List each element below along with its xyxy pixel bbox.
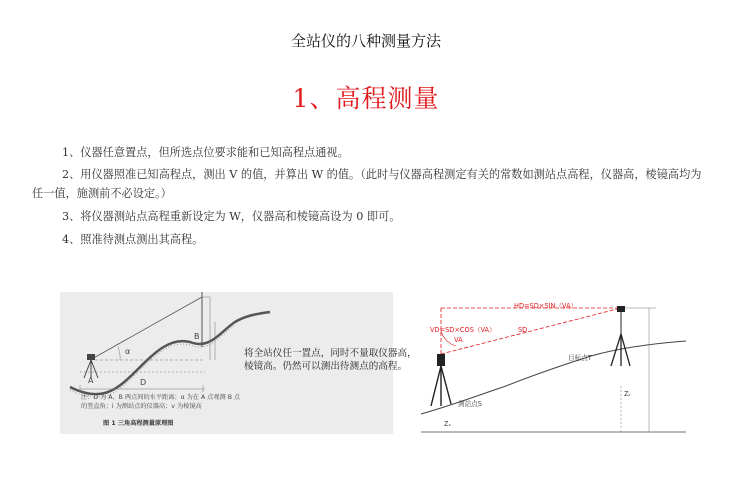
step-4: 4、照准待测点测出其高程。 — [62, 233, 204, 246]
line-of-sight — [90, 297, 202, 360]
point-b-label: B — [194, 332, 200, 341]
station-tripod-icon — [431, 354, 451, 406]
angle-label: α — [125, 347, 131, 356]
step-3: 3、将仪器测站点高程重新设定为 W，仪器高和棱镜高设为 0 即可。 — [62, 210, 401, 223]
vd-formula: VD=SD×COS（VA） — [430, 326, 496, 334]
hd-formula: HD=SD×SIN（VA） — [514, 302, 578, 310]
distance-label: D — [140, 378, 147, 387]
va-label: VA — [454, 336, 463, 344]
terrain-profile — [70, 312, 270, 394]
figure-description: 将全站仪任一置点，同时不量取仪器高， 棱镜高。仍然可以测出待测点的高程。 — [244, 348, 417, 372]
tripod-icon — [84, 354, 98, 378]
step-2: 2、用仪器照准已知高程点，测出 V 的值，并算出 W 的值。（此时与仪器高程测定有关的常数如测站点高程，仪器高，棱镜高均为 — [62, 168, 702, 181]
sd-label: SD — [518, 326, 528, 334]
point-a-label: A — [88, 376, 94, 385]
figure-1-caption: 图 1 三角高程测量原理图 — [103, 420, 174, 427]
station-label: 测站点S — [458, 400, 482, 408]
document-title: 全站仪的八种测量方法 — [290, 32, 441, 50]
figure-2-panel — [416, 286, 692, 436]
step-2-continued: 任一值，施测前不必设定。） — [32, 187, 172, 200]
section-heading: 1、高程测量 — [292, 84, 440, 113]
step-1: 1、仪器任意置点，但所选点位要求能和已知高程点通视。 — [62, 146, 349, 159]
figure-1-note: 注：D 为 A、B 两点间的水平距离；α 为在 A 点观测 B 点 的竖直角；i 为测站点的仪器高；v 为棱镜高 — [81, 394, 241, 410]
target-prism-icon — [611, 306, 630, 366]
zt-label: Zₜ — [624, 390, 631, 398]
zs-label: Zₛ — [444, 420, 451, 428]
target-label: 目标点T — [568, 354, 592, 362]
